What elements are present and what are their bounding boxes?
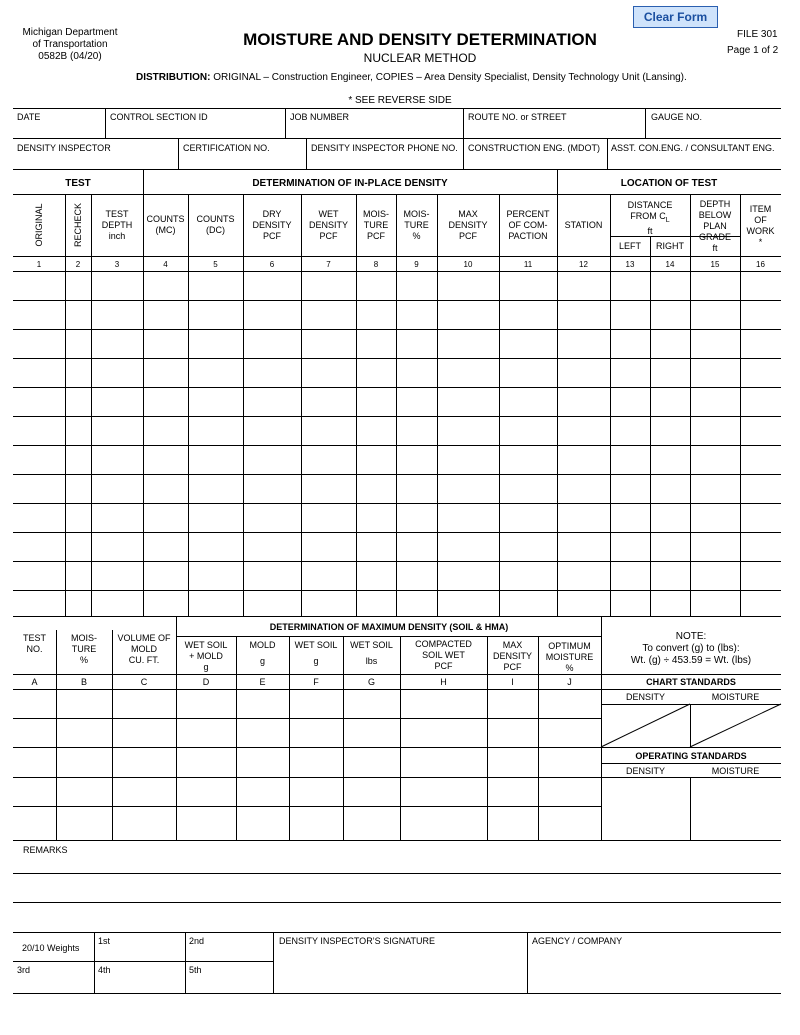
operating-density-label: DENSITY bbox=[625, 766, 665, 776]
col-item-l4: * bbox=[758, 237, 763, 247]
col-dry-density-l1: DRY bbox=[262, 209, 282, 219]
colI-l1: MAX bbox=[502, 640, 523, 650]
remarks-label: REMARKS bbox=[23, 845, 68, 855]
letter-g: G bbox=[367, 677, 375, 687]
colnum-2: 2 bbox=[75, 260, 81, 269]
colE-l1: MOLD bbox=[249, 640, 276, 650]
col-distance-l1: DISTANCE bbox=[627, 200, 673, 210]
col-counts-mc-l2: (MC) bbox=[155, 225, 176, 235]
agency-name-line2: of Transportation bbox=[32, 39, 108, 50]
colD-l2: + MOLD bbox=[189, 651, 223, 661]
col-recheck: RECHECK bbox=[73, 203, 83, 248]
form-subtitle: NUCLEAR METHOD bbox=[363, 51, 477, 65]
operating-standards-heading: OPERATING STANDARDS bbox=[635, 751, 747, 761]
colnum-13: 13 bbox=[625, 260, 635, 269]
group-location: LOCATION OF TEST bbox=[620, 178, 718, 189]
colF-l1: WET SOIL bbox=[294, 640, 338, 650]
col-right: RIGHT bbox=[656, 241, 684, 251]
col-wet-density-l2: DENSITY bbox=[308, 220, 348, 230]
col-percent-compaction-l1: PERCENT bbox=[506, 209, 550, 219]
letter-d: D bbox=[202, 677, 210, 687]
col-counts-dc-l2: (DC) bbox=[206, 225, 225, 235]
colJ-l1: OPTIMUM bbox=[548, 641, 591, 651]
col-depth-below-l4: GRADE bbox=[698, 232, 731, 242]
col-dry-density-l2: DENSITY bbox=[252, 220, 292, 230]
col-max-density-l1: MAX bbox=[458, 209, 478, 219]
colnum-10: 10 bbox=[463, 260, 473, 269]
inspector-signature-field[interactable]: DENSITY INSPECTOR’S SIGNATURE bbox=[279, 936, 436, 946]
colD-l3: g bbox=[203, 662, 209, 672]
colnum-15: 15 bbox=[710, 260, 720, 269]
col-moisture-pct-l3: % bbox=[412, 231, 421, 241]
job-number-field[interactable]: JOB NUMBER bbox=[290, 112, 350, 122]
letter-c: C bbox=[140, 677, 148, 687]
colnum-4: 4 bbox=[163, 260, 168, 269]
construction-eng-field[interactable]: CONSTRUCTION ENG. (MDOT) bbox=[468, 143, 600, 153]
colC-l2: MOLD bbox=[130, 644, 157, 654]
col-test-depth-l3: inch bbox=[108, 231, 126, 241]
colnum-5: 5 bbox=[213, 260, 218, 269]
colnum-8: 8 bbox=[373, 260, 379, 269]
centerline-l-sub: L bbox=[665, 216, 670, 224]
letter-i: I bbox=[511, 677, 514, 687]
page-number: Page 1 of 2 bbox=[727, 45, 779, 56]
col-station: STATION bbox=[564, 220, 603, 230]
chart-moisture-label: MOISTURE bbox=[711, 692, 760, 702]
inspector-phone-field[interactable]: DENSITY INSPECTOR PHONE NO. bbox=[311, 143, 458, 153]
form-title: MOISTURE AND DENSITY DETERMINATION bbox=[243, 30, 597, 49]
chart-density-label: DENSITY bbox=[625, 692, 665, 702]
weight-1st-field[interactable]: 1st bbox=[98, 936, 111, 946]
colnum-12: 12 bbox=[579, 260, 588, 269]
col-item-l3: WORK bbox=[746, 226, 775, 236]
colnum-3: 3 bbox=[114, 260, 120, 269]
col-distance-from-c: FROM C bbox=[630, 211, 666, 221]
colnum-16: 16 bbox=[756, 260, 765, 269]
colH-l1: COMPACTED bbox=[415, 639, 472, 649]
distribution-text: ORIGINAL – Construction Engineer, COPIES – Area Density Specialist, Density Technology Unit (Lansing). bbox=[213, 72, 687, 83]
col-max-density-l2: DENSITY bbox=[448, 220, 488, 230]
colnum-11: 11 bbox=[523, 260, 533, 269]
colI-l3: PCF bbox=[503, 662, 522, 672]
colJ-l3: % bbox=[565, 663, 574, 673]
gauge-number-field[interactable]: GAUGE NO. bbox=[651, 112, 703, 122]
colnum-14: 14 bbox=[665, 260, 675, 269]
date-field[interactable]: DATE bbox=[17, 112, 41, 122]
operating-moisture-label: MOISTURE bbox=[711, 766, 760, 776]
col-dry-density-l3: PCF bbox=[263, 231, 281, 241]
col-depth-below-l1: DEPTH bbox=[699, 199, 731, 209]
colB-l2: TURE bbox=[71, 644, 97, 654]
weights-label: 20/10 Weights bbox=[22, 943, 80, 953]
density-inspector-field[interactable]: DENSITY INSPECTOR bbox=[17, 143, 111, 153]
col-percent-compaction-l3: PACTION bbox=[508, 231, 548, 241]
col-moisture-pcf-l2: TURE bbox=[363, 220, 389, 230]
colE-l2: g bbox=[259, 656, 265, 666]
col-percent-compaction-l2: OF COM- bbox=[508, 220, 548, 230]
colG-l2: lbs bbox=[365, 656, 378, 666]
colJ-l2: MOISTURE bbox=[545, 652, 594, 662]
col-item-l2: OF bbox=[754, 215, 767, 225]
colH-l3: PCF bbox=[434, 661, 453, 671]
colD-l1: WET SOIL bbox=[184, 640, 228, 650]
colC-l3: CU. FT. bbox=[128, 655, 160, 665]
col-depth-below-l5: ft bbox=[712, 243, 718, 253]
route-field[interactable]: ROUTE NO. or STREET bbox=[468, 112, 567, 122]
note-l2: To convert (g) to (lbs): bbox=[642, 643, 740, 654]
col-wet-density-l1: WET bbox=[318, 209, 339, 219]
weight-5th-field[interactable]: 5th bbox=[189, 965, 202, 975]
col-distance-l3: ft bbox=[647, 225, 653, 236]
see-reverse-note: * SEE REVERSE SIDE bbox=[348, 95, 452, 106]
max-density-title: DETERMINATION OF MAXIMUM DENSITY (SOIL & HMA) bbox=[269, 622, 509, 632]
chart-standards-heading: CHART STANDARDS bbox=[646, 677, 736, 687]
weight-3rd-field[interactable]: 3rd bbox=[17, 965, 31, 975]
note-l3: Wt. (g) ÷ 453.59 = Wt. (lbs) bbox=[630, 655, 752, 666]
letter-a: A bbox=[31, 677, 38, 687]
colnum-6: 6 bbox=[269, 260, 275, 269]
col-wet-density-l3: PCF bbox=[319, 231, 338, 241]
colnum-7: 7 bbox=[326, 260, 331, 269]
col-counts-mc-l1: COUNTS bbox=[146, 214, 185, 224]
colnum-1: 1 bbox=[36, 260, 42, 269]
group-inplace-density: DETERMINATION OF IN-PLACE DENSITY bbox=[252, 178, 448, 189]
distribution-label: DISTRIBUTION: bbox=[136, 72, 211, 83]
file-number: FILE 301 bbox=[737, 29, 778, 40]
weight-2nd-field[interactable]: 2nd bbox=[189, 936, 205, 946]
col-item-l1: ITEM bbox=[749, 204, 772, 214]
col-test-depth-l2: DEPTH bbox=[101, 220, 133, 230]
col-left: LEFT bbox=[618, 241, 641, 251]
group-test: TEST bbox=[65, 178, 91, 189]
weight-4th-field[interactable]: 4th bbox=[98, 965, 111, 975]
col-moisture-pct-l2: TURE bbox=[404, 220, 429, 230]
agency-company-field[interactable]: AGENCY / COMPANY bbox=[532, 936, 623, 946]
col-depth-below-l2: BELOW bbox=[698, 210, 732, 220]
consultant-eng-field[interactable]: ASST. CON.ENG. / CONSULTANT ENG. bbox=[611, 143, 775, 153]
col-test-depth-l1: TEST bbox=[105, 209, 129, 219]
col-moisture-pcf-l1: MOIS- bbox=[363, 209, 389, 219]
col-moisture-pct-l1: MOIS- bbox=[403, 209, 430, 219]
agency-name-line1: Michigan Department bbox=[22, 27, 118, 38]
letter-e: E bbox=[259, 677, 266, 687]
letter-h: H bbox=[440, 677, 447, 687]
colnum-9: 9 bbox=[414, 260, 419, 269]
col-moisture-pcf-l3: PCF bbox=[367, 231, 385, 241]
colA-l2: NO. bbox=[26, 644, 43, 654]
letter-j: J bbox=[567, 677, 572, 687]
colF-l2: g bbox=[313, 656, 319, 666]
letter-b: B bbox=[80, 677, 87, 687]
colC-l1: VOLUME OF bbox=[117, 633, 171, 643]
control-section-field[interactable]: CONTROL SECTION ID bbox=[110, 112, 208, 122]
colG-l1: WET SOIL bbox=[350, 640, 393, 650]
col-max-density-l3: PCF bbox=[459, 231, 477, 241]
clear-form-button[interactable]: Clear Form bbox=[633, 6, 718, 28]
letter-f: F bbox=[313, 677, 319, 687]
colA-l1: TEST bbox=[22, 633, 46, 643]
colB-l3: % bbox=[79, 655, 88, 665]
certification-field[interactable]: CERTIFICATION NO. bbox=[183, 143, 270, 153]
col-counts-dc-l1: COUNTS bbox=[196, 214, 235, 224]
note-l1: NOTE: bbox=[675, 631, 707, 642]
col-depth-below-l3: PLAN bbox=[703, 221, 727, 231]
colI-l2: DENSITY bbox=[492, 651, 532, 661]
colB-l1: MOIS- bbox=[71, 633, 97, 643]
form-code: 0582B (04/20) bbox=[38, 51, 102, 62]
colH-l2: SOIL WET bbox=[422, 650, 465, 660]
col-original: ORIGINAL bbox=[34, 203, 44, 247]
